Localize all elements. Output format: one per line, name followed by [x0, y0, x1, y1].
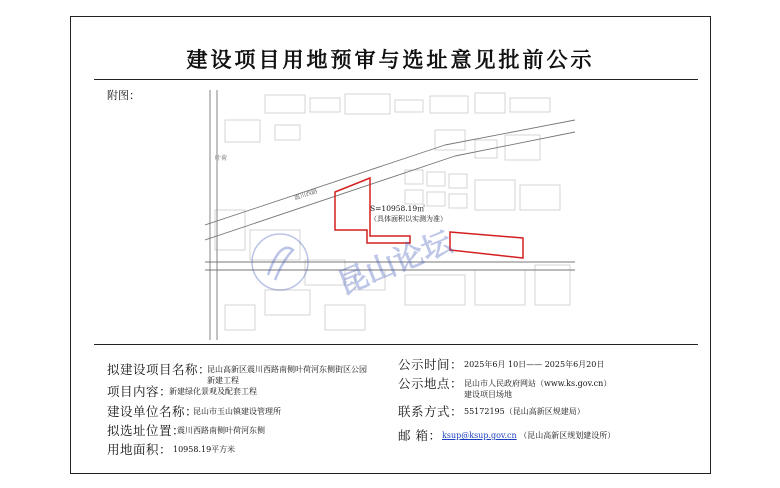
page-title: 建设项目用地预审与选址意见批前公示	[186, 47, 595, 72]
construction-unit-row	[107, 402, 281, 420]
contact-label: 联系方式：	[398, 404, 464, 419]
email-suffix: （昆山高新区规划建设所）	[519, 431, 616, 440]
construction-unit-value: 昆山市玉山镇建设管理所	[193, 407, 281, 416]
attachment-label: 附图：	[107, 89, 140, 102]
project-content-label: 项目内容：	[107, 384, 173, 399]
project-name-label: 拟建设项目名称：	[107, 362, 212, 377]
email-link[interactable]: ksup@ksup.gov.cn	[442, 431, 517, 440]
publicity-time-label: 公示时间：	[398, 357, 464, 372]
project-name-value-2: 新建工程	[207, 376, 239, 385]
map-side-label: 叶荷	[215, 155, 228, 162]
publicity-time-row	[398, 355, 605, 373]
project-content-row	[107, 382, 257, 400]
email-label: 邮 箱：	[398, 428, 442, 443]
publicity-time-value: 2025年6月 10日—— 2025年6月20日	[464, 360, 605, 369]
project-name-row	[107, 360, 367, 385]
publicity-place-row	[398, 374, 612, 399]
info-divider	[94, 344, 698, 345]
contact-value: 55172195（昆山高新区规建局）	[464, 407, 585, 416]
site-location-value: 震川西路南侧叶荷河东侧	[177, 426, 265, 435]
project-content-value: 新建绿化景观及配套工程	[169, 387, 257, 396]
area-note: （具体面积以实测为准）	[370, 215, 447, 223]
area-label: S=10958.19㎡	[370, 204, 425, 213]
site-map	[205, 90, 575, 340]
title-divider	[94, 79, 698, 80]
publicity-place-label: 公示地点：	[398, 376, 464, 391]
email-row	[398, 426, 616, 444]
publicity-place-value-1: 昆山市人民政府网站（www.ks.gov.cn）	[464, 379, 612, 388]
publicity-place-value-2: 建设项目场地	[464, 390, 512, 399]
construction-unit-label: 建设单位名称：	[107, 404, 199, 419]
project-name-value-1: 昆山高新区震川西路南侧叶荷河东侧街区公园	[207, 365, 367, 374]
watermark-text: 昆山论坛	[332, 224, 458, 303]
land-area-label: 用地面积：	[107, 442, 173, 457]
land-area-value: 10958.19平方米	[173, 445, 236, 454]
land-area-row	[107, 440, 236, 458]
contact-row	[398, 402, 585, 420]
map-road-label: 震川西路	[293, 187, 319, 202]
site-location-label: 拟选址位置：	[107, 423, 186, 438]
site-location-row	[107, 421, 265, 439]
